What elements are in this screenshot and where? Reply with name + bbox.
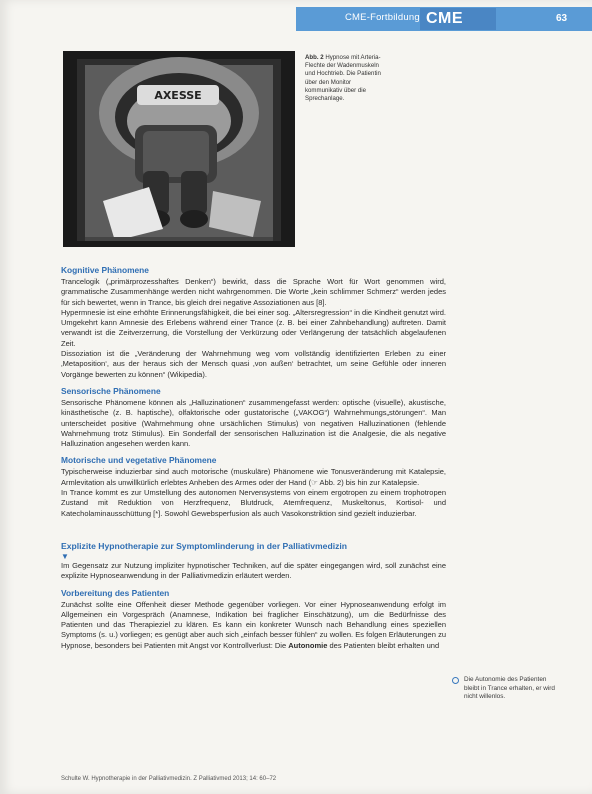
header-section-title: CME-Fortbildung [345,12,420,23]
figure-caption [305,54,389,103]
section-title-explizite: Explizite Hypnotherapie zur Symptomlinderung in der Palliativmedizin [61,540,348,551]
paragraph: Sensorische Phänomene können als „Halluzinationen“ zusammengefasst werden: optische (visuelle), akustische, kinästhetische (z. B. haptische), olfaktorische oder gustatorische („VAKOG“) Wahrnehmungs„störungen“. Man unterscheidet positive (Wahrnehmung ohne ursächlichen Stimulus) von negativen Halluzinationen (fehlende Wahrnehmung trotz Stimulus). Ein Sonderfall der sensorischen Halluzination ist die Analgesie, die als negative Halluzination angesehen werden kann. [61,397,446,449]
patient-hypnosis-illustration [63,51,295,247]
paragraph: Dissoziation ist die „Veränderung der Wahrnehmung weg vom vollständig identifizierten Erleben zu einer ‚Metaposition‘, aus der heraus sich der Mensch quasi ‚von außen‘ betrachtet, um seine Gefühle oder inneren Vorgänge bewerten zu können“ (Wikipedia). [61,349,446,379]
caption-label: Abb. 2 [305,54,324,61]
main-column [61,265,446,651]
sign-text: AXESSE [154,89,202,102]
paragraph: Trancelogik („primärprozesshaftes Denken“) bewirkt, dass die Sprache Wort für Wort genommen wird, grammatische Zusammenhänge werden nicht wahrgenommen. Die Worte „kein schlimmer Schmerz“ werden jedes für sich bewertet, wenn in Trance, bis gleich drei negative Assoziationen aus [8]. [61,277,446,307]
heading-kognitive: Kognitive Phänomene [61,265,149,275]
caption-text: Hypnose mit Arteria-Flechte der Wadenmuskeln und Hochtrieb. Die Patientin über den Monitor kommunikativ über die Sprechanlage. [305,54,381,103]
bullet-circle-icon [452,677,459,684]
body-bold-term: Autonomie [288,640,328,650]
heading-vorbereitung: Vorbereitung des Patienten [61,587,170,598]
footer-citation: Schulte W. Hypnotherapie in der Palliativmedizin. Z Palliativmed 2013; 14: 60–72 [61,776,277,782]
body-text: Zunächst sollte eine Offenheit dieser Methode gegenüber vorliegen. Vor einer Hypnoseanwendung erfolgt im Allgemeinen ein Vorgespräch (Anamnese, Indikation bei fraglicher Einschätzung), um die Bedürfnisse des Patienten und das Therapieziel zu klären. Es kann ein konkreter Wunsch nach Behandlung eines speziellen Symptoms (s. u.) vorliegen; es genügt aber auch sich „einfach besser fühlen“ zu wollen. Es folgen Erläuterungen zu Hypnose, besonders bei Patienten mit Angst vor Kontrollverlust: Die [61,599,446,650]
heading-sensorische: Sensorische Phänomene [61,385,161,396]
paragraph: Typischerweise induzierbar sind auch motorische (muskuläre) Phänomene wie Tonusveränderung mit Katalepsie, Armlevitation als unwillkürlich erlebtes Anheben des Armes oder der Hand (☞ Abb. 2) bis hin zur Katalepsie. [61,467,446,487]
body-tail: des Patienten bleibt erhalten und [329,640,440,650]
figure-photo [63,51,295,247]
heading-motorische: Motorische und vegetative Phänomene [61,455,217,466]
page-number: 63 [556,13,568,24]
margin-note-text: Die Autonomie des Patienten bleibt in Trance erhalten, er wird nicht willenlos. [464,676,555,701]
paragraph: Hypermnesie ist eine erhöhte Erinnerungsfähigkeit, die bei einer sog. „Altersregression“ in die Kindheit genutzt wird. Umgekehrt kann Amnesie des Erlebens während einer Trance (z. B. bei einer Zahnbehandlung) auftreten. Damit verwandt ist die Zeitverzerrung, die Vorstellung der Verkürzung oder Verlängerung der tatsächlich abgelaufenen Zeit. [61,307,446,348]
section-arrow-icon: ▼ [61,551,69,561]
cme-badge: CME [420,8,496,30]
paragraph-intro: Im Gegensatz zur Nutzung impliziter hypnotischer Techniken, auf die später eingegangen wird, soll zunächst eine explizite Hypnoseanwendung in der Palliativmedizin erläutert werden. [61,560,446,581]
paragraph: In Trance kommt es zur Umstellung des autonomen Nervensystems von einem ergotropen zu einem trophotropen Zustand mit Reduktion von Herzfrequenz, Blutdruck, Atemfrequenz, Muskeltonus, Kortisol- und Katecholaminausschüttung [*]. Sowohl Gewebsperfusion als auch Vasokonstriktion sind gezielt induzierbar. [61,488,446,518]
paragraph-vorbereitung [61,600,446,651]
